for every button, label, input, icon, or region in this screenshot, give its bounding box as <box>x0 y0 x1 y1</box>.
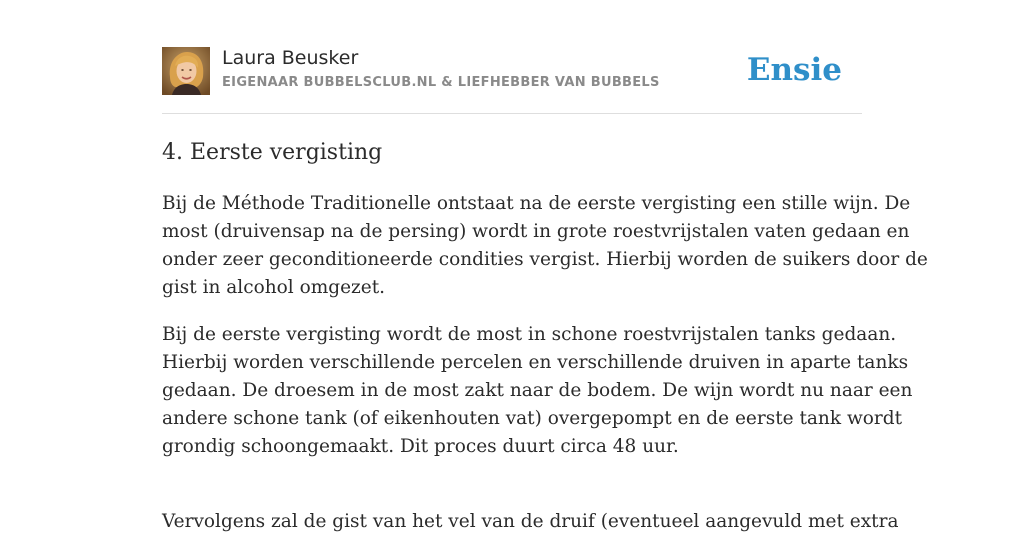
paragraph-2 <box>162 321 913 461</box>
text-line: Bij de Méthode Traditionelle ontstaat na de eerste vergisting een stille wijn. De <box>162 193 911 214</box>
text-line: Vervolgens zal de gist van het vel van de druif (eventueel aangevuld met extra <box>162 511 899 532</box>
article-body <box>162 190 928 555</box>
text-line: most (druivensap na de persing) wordt in grote roestvrijstalen vaten gedaan en <box>162 221 910 242</box>
author-header <box>162 46 862 96</box>
text-line: Bij de eerste vergisting wordt de most in schone roestvrijstalen tanks gedaan. <box>162 324 897 345</box>
section-title: 4. Eerste vergisting <box>162 140 383 165</box>
author-avatar[interactable] <box>162 47 210 95</box>
paragraph-spacer <box>162 480 862 508</box>
text-line: andere schone tank (of eikenhouten vat) overgepompt en de eerste tank wordt <box>162 408 903 429</box>
text-line: onder zeer geconditioneerde condities vergist. Hierbij worden de suikers door de <box>162 249 928 270</box>
text-line: Hierbij worden verschillende percelen en verschillende druiven in aparte tanks <box>162 352 909 373</box>
author-name[interactable]: Laura Beusker <box>222 47 359 69</box>
paragraph-3 <box>162 508 899 536</box>
ensie-logo[interactable]: Ensie <box>746 52 842 88</box>
author-tagline: EIGENAAR BUBBELSCLUB.NL & LIEFHEBBER VAN BUBBELS <box>222 75 660 90</box>
paragraph-1 <box>162 190 928 302</box>
article-card <box>162 46 928 532</box>
header-divider <box>162 113 862 114</box>
text-line: grondig schoongemaakt. Dit proces duurt circa 48 uur. <box>162 436 679 457</box>
person-avatar-icon <box>162 47 210 95</box>
text-line: gedaan. De droesem in de most zakt naar de bodem. De wijn wordt nu naar een <box>162 380 913 401</box>
text-line: gist in alcohol omgezet. <box>162 277 386 298</box>
